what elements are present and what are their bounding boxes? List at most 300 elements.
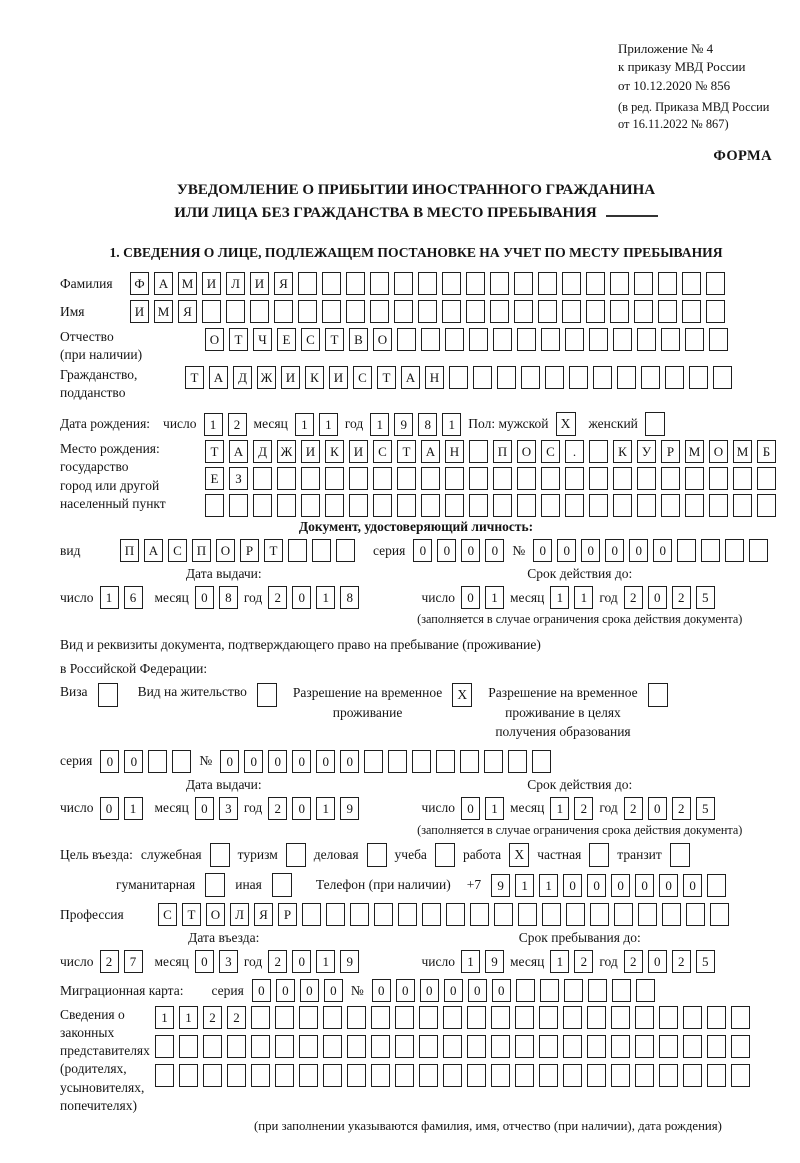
- char-cell[interactable]: 2: [574, 950, 593, 973]
- char-cell[interactable]: [611, 1064, 630, 1087]
- char-cell[interactable]: [421, 494, 440, 517]
- char-cell[interactable]: [685, 467, 704, 490]
- char-cell[interactable]: [541, 467, 560, 490]
- char-cell[interactable]: [445, 494, 464, 517]
- char-cell[interactable]: [610, 300, 629, 323]
- char-cell[interactable]: [563, 1064, 582, 1087]
- char-cell[interactable]: 1: [515, 874, 534, 897]
- char-cell[interactable]: И: [349, 440, 368, 463]
- visa-checkbox[interactable]: [98, 683, 118, 707]
- char-cell[interactable]: 2: [672, 950, 691, 973]
- char-cell[interactable]: 9: [340, 797, 359, 820]
- char-cell[interactable]: [589, 494, 608, 517]
- char-cell[interactable]: [733, 494, 752, 517]
- char-cell[interactable]: [490, 272, 509, 295]
- char-cell[interactable]: [677, 539, 696, 562]
- char-cell[interactable]: [370, 300, 389, 323]
- char-cell[interactable]: 2: [624, 950, 643, 973]
- char-cell[interactable]: [566, 903, 585, 926]
- char-cell[interactable]: 1: [550, 950, 569, 973]
- char-cell[interactable]: [350, 903, 369, 926]
- purpose-other-checkbox[interactable]: [272, 873, 292, 897]
- char-cell[interactable]: 0: [461, 586, 480, 609]
- char-cell[interactable]: [490, 300, 509, 323]
- char-cell[interactable]: [613, 494, 632, 517]
- char-cell[interactable]: [443, 1064, 462, 1087]
- char-cell[interactable]: [586, 300, 605, 323]
- char-cell[interactable]: Т: [185, 366, 204, 389]
- char-cell[interactable]: [541, 494, 560, 517]
- char-cell[interactable]: 0: [300, 979, 319, 1002]
- char-cell[interactable]: [253, 467, 272, 490]
- char-cell[interactable]: Н: [445, 440, 464, 463]
- char-cell[interactable]: Ч: [253, 328, 272, 351]
- char-cell[interactable]: И: [329, 366, 348, 389]
- char-cell[interactable]: [373, 494, 392, 517]
- char-cell[interactable]: [661, 467, 680, 490]
- char-cell[interactable]: [467, 1035, 486, 1058]
- char-cell[interactable]: [466, 272, 485, 295]
- char-cell[interactable]: [226, 300, 245, 323]
- char-cell[interactable]: М: [733, 440, 752, 463]
- char-cell[interactable]: [419, 1035, 438, 1058]
- char-cell[interactable]: 0: [244, 750, 263, 773]
- char-cell[interactable]: 0: [195, 586, 214, 609]
- char-cell[interactable]: [701, 539, 720, 562]
- char-cell[interactable]: [323, 1064, 342, 1087]
- char-cell[interactable]: [251, 1035, 270, 1058]
- char-cell[interactable]: [397, 328, 416, 351]
- char-cell[interactable]: И: [130, 300, 149, 323]
- char-cell[interactable]: [467, 1064, 486, 1087]
- char-cell[interactable]: [617, 366, 636, 389]
- char-cell[interactable]: [288, 539, 307, 562]
- char-cell[interactable]: Т: [229, 328, 248, 351]
- char-cell[interactable]: [518, 903, 537, 926]
- char-cell[interactable]: 1: [316, 950, 335, 973]
- char-cell[interactable]: 0: [220, 750, 239, 773]
- char-cell[interactable]: [539, 1064, 558, 1087]
- char-cell[interactable]: [322, 300, 341, 323]
- char-cell[interactable]: 8: [418, 413, 437, 436]
- char-cell[interactable]: 9: [394, 413, 413, 436]
- char-cell[interactable]: 3: [219, 797, 238, 820]
- char-cell[interactable]: [179, 1035, 198, 1058]
- char-cell[interactable]: [589, 328, 608, 351]
- char-cell[interactable]: [637, 467, 656, 490]
- char-cell[interactable]: У: [637, 440, 656, 463]
- char-cell[interactable]: [418, 300, 437, 323]
- char-cell[interactable]: [610, 272, 629, 295]
- char-cell[interactable]: [731, 1064, 750, 1087]
- char-cell[interactable]: О: [216, 539, 235, 562]
- char-cell[interactable]: С: [168, 539, 187, 562]
- char-cell[interactable]: [374, 903, 393, 926]
- char-cell[interactable]: Б: [757, 440, 776, 463]
- char-cell[interactable]: 0: [461, 797, 480, 820]
- char-cell[interactable]: Н: [425, 366, 444, 389]
- char-cell[interactable]: 0: [195, 797, 214, 820]
- char-cell[interactable]: [612, 979, 631, 1002]
- char-cell[interactable]: 0: [100, 797, 119, 820]
- char-cell[interactable]: [251, 1006, 270, 1029]
- purpose-humanitarian-checkbox[interactable]: [205, 873, 225, 897]
- char-cell[interactable]: К: [613, 440, 632, 463]
- char-cell[interactable]: 0: [340, 750, 359, 773]
- char-cell[interactable]: А: [154, 272, 173, 295]
- char-cell[interactable]: [493, 467, 512, 490]
- char-cell[interactable]: А: [209, 366, 228, 389]
- char-cell[interactable]: [371, 1035, 390, 1058]
- char-cell[interactable]: [731, 1006, 750, 1029]
- char-cell[interactable]: [301, 467, 320, 490]
- char-cell[interactable]: [685, 328, 704, 351]
- char-cell[interactable]: [564, 979, 583, 1002]
- char-cell[interactable]: С: [158, 903, 177, 926]
- char-cell[interactable]: 0: [420, 979, 439, 1002]
- char-cell[interactable]: [515, 1006, 534, 1029]
- char-cell[interactable]: 6: [124, 586, 143, 609]
- char-cell[interactable]: [731, 1035, 750, 1058]
- char-cell[interactable]: [562, 272, 581, 295]
- char-cell[interactable]: [508, 750, 527, 773]
- char-cell[interactable]: О: [206, 903, 225, 926]
- char-cell[interactable]: [565, 467, 584, 490]
- char-cell[interactable]: [469, 467, 488, 490]
- char-cell[interactable]: [275, 1064, 294, 1087]
- char-cell[interactable]: [613, 328, 632, 351]
- char-cell[interactable]: [493, 494, 512, 517]
- char-cell[interactable]: [203, 1064, 222, 1087]
- char-cell[interactable]: [613, 467, 632, 490]
- char-cell[interactable]: [517, 494, 536, 517]
- char-cell[interactable]: [299, 1064, 318, 1087]
- char-cell[interactable]: [706, 272, 725, 295]
- purpose-tourism-checkbox[interactable]: [286, 843, 306, 867]
- char-cell[interactable]: [749, 539, 768, 562]
- char-cell[interactable]: [611, 1006, 630, 1029]
- char-cell[interactable]: [412, 750, 431, 773]
- char-cell[interactable]: [398, 903, 417, 926]
- char-cell[interactable]: Е: [205, 467, 224, 490]
- char-cell[interactable]: 0: [316, 750, 335, 773]
- char-cell[interactable]: Ж: [257, 366, 276, 389]
- char-cell[interactable]: 1: [550, 586, 569, 609]
- char-cell[interactable]: [659, 1035, 678, 1058]
- char-cell[interactable]: [562, 300, 581, 323]
- char-cell[interactable]: М: [178, 272, 197, 295]
- char-cell[interactable]: И: [281, 366, 300, 389]
- char-cell[interactable]: 9: [485, 950, 504, 973]
- char-cell[interactable]: [538, 300, 557, 323]
- char-cell[interactable]: [442, 272, 461, 295]
- char-cell[interactable]: А: [144, 539, 163, 562]
- residence-permit-checkbox[interactable]: [257, 683, 277, 707]
- char-cell[interactable]: [587, 1064, 606, 1087]
- char-cell[interactable]: 8: [340, 586, 359, 609]
- char-cell[interactable]: [253, 494, 272, 517]
- char-cell[interactable]: [346, 300, 365, 323]
- char-cell[interactable]: [658, 300, 677, 323]
- char-cell[interactable]: 0: [468, 979, 487, 1002]
- char-cell[interactable]: Т: [205, 440, 224, 463]
- char-cell[interactable]: 3: [219, 950, 238, 973]
- char-cell[interactable]: [388, 750, 407, 773]
- char-cell[interactable]: [565, 328, 584, 351]
- char-cell[interactable]: [491, 1064, 510, 1087]
- char-cell[interactable]: [521, 366, 540, 389]
- char-cell[interactable]: [419, 1006, 438, 1029]
- char-cell[interactable]: И: [202, 272, 221, 295]
- char-cell[interactable]: Д: [233, 366, 252, 389]
- char-cell[interactable]: М: [685, 440, 704, 463]
- char-cell[interactable]: [637, 328, 656, 351]
- char-cell[interactable]: [484, 750, 503, 773]
- char-cell[interactable]: [419, 1064, 438, 1087]
- char-cell[interactable]: [148, 750, 167, 773]
- char-cell[interactable]: 2: [672, 797, 691, 820]
- char-cell[interactable]: О: [373, 328, 392, 351]
- char-cell[interactable]: 0: [587, 874, 606, 897]
- char-cell[interactable]: [614, 903, 633, 926]
- char-cell[interactable]: Е: [277, 328, 296, 351]
- char-cell[interactable]: [275, 1006, 294, 1029]
- char-cell[interactable]: [545, 366, 564, 389]
- char-cell[interactable]: 0: [461, 539, 480, 562]
- char-cell[interactable]: [364, 750, 383, 773]
- char-cell[interactable]: [682, 272, 701, 295]
- char-cell[interactable]: С: [353, 366, 372, 389]
- char-cell[interactable]: [587, 1035, 606, 1058]
- char-cell[interactable]: Т: [325, 328, 344, 351]
- char-cell[interactable]: 2: [268, 797, 287, 820]
- char-cell[interactable]: Ж: [277, 440, 296, 463]
- char-cell[interactable]: [590, 903, 609, 926]
- char-cell[interactable]: [659, 1064, 678, 1087]
- char-cell[interactable]: [202, 300, 221, 323]
- char-cell[interactable]: [302, 903, 321, 926]
- char-cell[interactable]: [707, 1035, 726, 1058]
- char-cell[interactable]: 1: [316, 797, 335, 820]
- char-cell[interactable]: [469, 440, 488, 463]
- purpose-work-checkbox[interactable]: X: [509, 843, 529, 867]
- char-cell[interactable]: 7: [124, 950, 143, 973]
- sex-female-checkbox[interactable]: [645, 412, 665, 436]
- char-cell[interactable]: П: [493, 440, 512, 463]
- char-cell[interactable]: [516, 979, 535, 1002]
- char-cell[interactable]: [325, 467, 344, 490]
- char-cell[interactable]: [532, 750, 551, 773]
- char-cell[interactable]: [635, 1006, 654, 1029]
- char-cell[interactable]: Д: [253, 440, 272, 463]
- char-cell[interactable]: [589, 440, 608, 463]
- temp-residence-checkbox[interactable]: X: [452, 683, 472, 707]
- char-cell[interactable]: [757, 467, 776, 490]
- char-cell[interactable]: З: [229, 467, 248, 490]
- char-cell[interactable]: 1: [370, 413, 389, 436]
- char-cell[interactable]: О: [517, 440, 536, 463]
- char-cell[interactable]: [515, 1064, 534, 1087]
- char-cell[interactable]: С: [373, 440, 392, 463]
- char-cell[interactable]: [517, 467, 536, 490]
- char-cell[interactable]: [707, 1064, 726, 1087]
- char-cell[interactable]: [275, 1035, 294, 1058]
- char-cell[interactable]: 0: [648, 950, 667, 973]
- char-cell[interactable]: [421, 328, 440, 351]
- char-cell[interactable]: 0: [372, 979, 391, 1002]
- char-cell[interactable]: Т: [397, 440, 416, 463]
- char-cell[interactable]: 0: [648, 586, 667, 609]
- char-cell[interactable]: 1: [100, 586, 119, 609]
- char-cell[interactable]: [446, 903, 465, 926]
- char-cell[interactable]: [641, 366, 660, 389]
- sex-male-checkbox[interactable]: X: [556, 412, 576, 436]
- char-cell[interactable]: [757, 494, 776, 517]
- char-cell[interactable]: 1: [319, 413, 338, 436]
- temp-residence-education-checkbox[interactable]: [648, 683, 668, 707]
- char-cell[interactable]: [229, 494, 248, 517]
- char-cell[interactable]: 5: [696, 950, 715, 973]
- char-cell[interactable]: [227, 1064, 246, 1087]
- char-cell[interactable]: В: [349, 328, 368, 351]
- char-cell[interactable]: [635, 1064, 654, 1087]
- char-cell[interactable]: [713, 366, 732, 389]
- char-cell[interactable]: [394, 300, 413, 323]
- char-cell[interactable]: 1: [574, 586, 593, 609]
- char-cell[interactable]: 0: [413, 539, 432, 562]
- purpose-official-checkbox[interactable]: [210, 843, 230, 867]
- char-cell[interactable]: [395, 1006, 414, 1029]
- char-cell[interactable]: [709, 328, 728, 351]
- char-cell[interactable]: [251, 1064, 270, 1087]
- char-cell[interactable]: [442, 300, 461, 323]
- char-cell[interactable]: [685, 494, 704, 517]
- char-cell[interactable]: Я: [254, 903, 273, 926]
- char-cell[interactable]: [683, 1035, 702, 1058]
- char-cell[interactable]: [637, 494, 656, 517]
- char-cell[interactable]: 1: [316, 586, 335, 609]
- char-cell[interactable]: 0: [292, 586, 311, 609]
- char-cell[interactable]: [298, 300, 317, 323]
- char-cell[interactable]: К: [325, 440, 344, 463]
- char-cell[interactable]: [473, 366, 492, 389]
- char-cell[interactable]: [469, 494, 488, 517]
- char-cell[interactable]: [514, 300, 533, 323]
- char-cell[interactable]: [250, 300, 269, 323]
- char-cell[interactable]: И: [250, 272, 269, 295]
- char-cell[interactable]: 5: [696, 797, 715, 820]
- char-cell[interactable]: [539, 1035, 558, 1058]
- char-cell[interactable]: [274, 300, 293, 323]
- char-cell[interactable]: [539, 1006, 558, 1029]
- char-cell[interactable]: 0: [292, 797, 311, 820]
- char-cell[interactable]: [325, 494, 344, 517]
- char-cell[interactable]: [349, 467, 368, 490]
- char-cell[interactable]: [449, 366, 468, 389]
- char-cell[interactable]: 0: [635, 874, 654, 897]
- char-cell[interactable]: [661, 328, 680, 351]
- char-cell[interactable]: [493, 328, 512, 351]
- char-cell[interactable]: 0: [324, 979, 343, 1002]
- char-cell[interactable]: [470, 903, 489, 926]
- char-cell[interactable]: [725, 539, 744, 562]
- char-cell[interactable]: 0: [100, 750, 119, 773]
- char-cell[interactable]: [586, 272, 605, 295]
- char-cell[interactable]: [445, 467, 464, 490]
- char-cell[interactable]: О: [205, 328, 224, 351]
- char-cell[interactable]: [587, 1006, 606, 1029]
- char-cell[interactable]: 0: [444, 979, 463, 1002]
- char-cell[interactable]: 1: [204, 413, 223, 436]
- char-cell[interactable]: [611, 1035, 630, 1058]
- char-cell[interactable]: [371, 1006, 390, 1029]
- char-cell[interactable]: П: [192, 539, 211, 562]
- char-cell[interactable]: Л: [230, 903, 249, 926]
- char-cell[interactable]: [336, 539, 355, 562]
- char-cell[interactable]: [395, 1064, 414, 1087]
- char-cell[interactable]: [665, 366, 684, 389]
- char-cell[interactable]: [683, 1006, 702, 1029]
- char-cell[interactable]: [347, 1006, 366, 1029]
- char-cell[interactable]: 2: [228, 413, 247, 436]
- char-cell[interactable]: [491, 1006, 510, 1029]
- char-cell[interactable]: 0: [629, 539, 648, 562]
- char-cell[interactable]: 0: [581, 539, 600, 562]
- char-cell[interactable]: [299, 1006, 318, 1029]
- char-cell[interactable]: [347, 1064, 366, 1087]
- char-cell[interactable]: [541, 328, 560, 351]
- char-cell[interactable]: [636, 979, 655, 1002]
- char-cell[interactable]: 1: [485, 797, 504, 820]
- char-cell[interactable]: 0: [659, 874, 678, 897]
- char-cell[interactable]: [421, 467, 440, 490]
- char-cell[interactable]: Т: [377, 366, 396, 389]
- char-cell[interactable]: [659, 1006, 678, 1029]
- char-cell[interactable]: [460, 750, 479, 773]
- char-cell[interactable]: [394, 272, 413, 295]
- char-cell[interactable]: [540, 979, 559, 1002]
- char-cell[interactable]: С: [301, 328, 320, 351]
- char-cell[interactable]: 0: [563, 874, 582, 897]
- char-cell[interactable]: 0: [683, 874, 702, 897]
- char-cell[interactable]: 2: [268, 586, 287, 609]
- char-cell[interactable]: [323, 1006, 342, 1029]
- char-cell[interactable]: 1: [485, 586, 504, 609]
- char-cell[interactable]: [569, 366, 588, 389]
- char-cell[interactable]: [589, 467, 608, 490]
- purpose-transit-checkbox[interactable]: [670, 843, 690, 867]
- char-cell[interactable]: [733, 467, 752, 490]
- char-cell[interactable]: 0: [557, 539, 576, 562]
- char-cell[interactable]: [515, 1035, 534, 1058]
- purpose-study-checkbox[interactable]: [435, 843, 455, 867]
- char-cell[interactable]: 2: [624, 586, 643, 609]
- char-cell[interactable]: [709, 494, 728, 517]
- char-cell[interactable]: [593, 366, 612, 389]
- char-cell[interactable]: [326, 903, 345, 926]
- char-cell[interactable]: [179, 1064, 198, 1087]
- char-cell[interactable]: М: [154, 300, 173, 323]
- char-cell[interactable]: [683, 1064, 702, 1087]
- char-cell[interactable]: 0: [605, 539, 624, 562]
- char-cell[interactable]: [370, 272, 389, 295]
- char-cell[interactable]: Р: [278, 903, 297, 926]
- char-cell[interactable]: [373, 467, 392, 490]
- char-cell[interactable]: [467, 1006, 486, 1029]
- char-cell[interactable]: [227, 1035, 246, 1058]
- char-cell[interactable]: [707, 1006, 726, 1029]
- char-cell[interactable]: [689, 366, 708, 389]
